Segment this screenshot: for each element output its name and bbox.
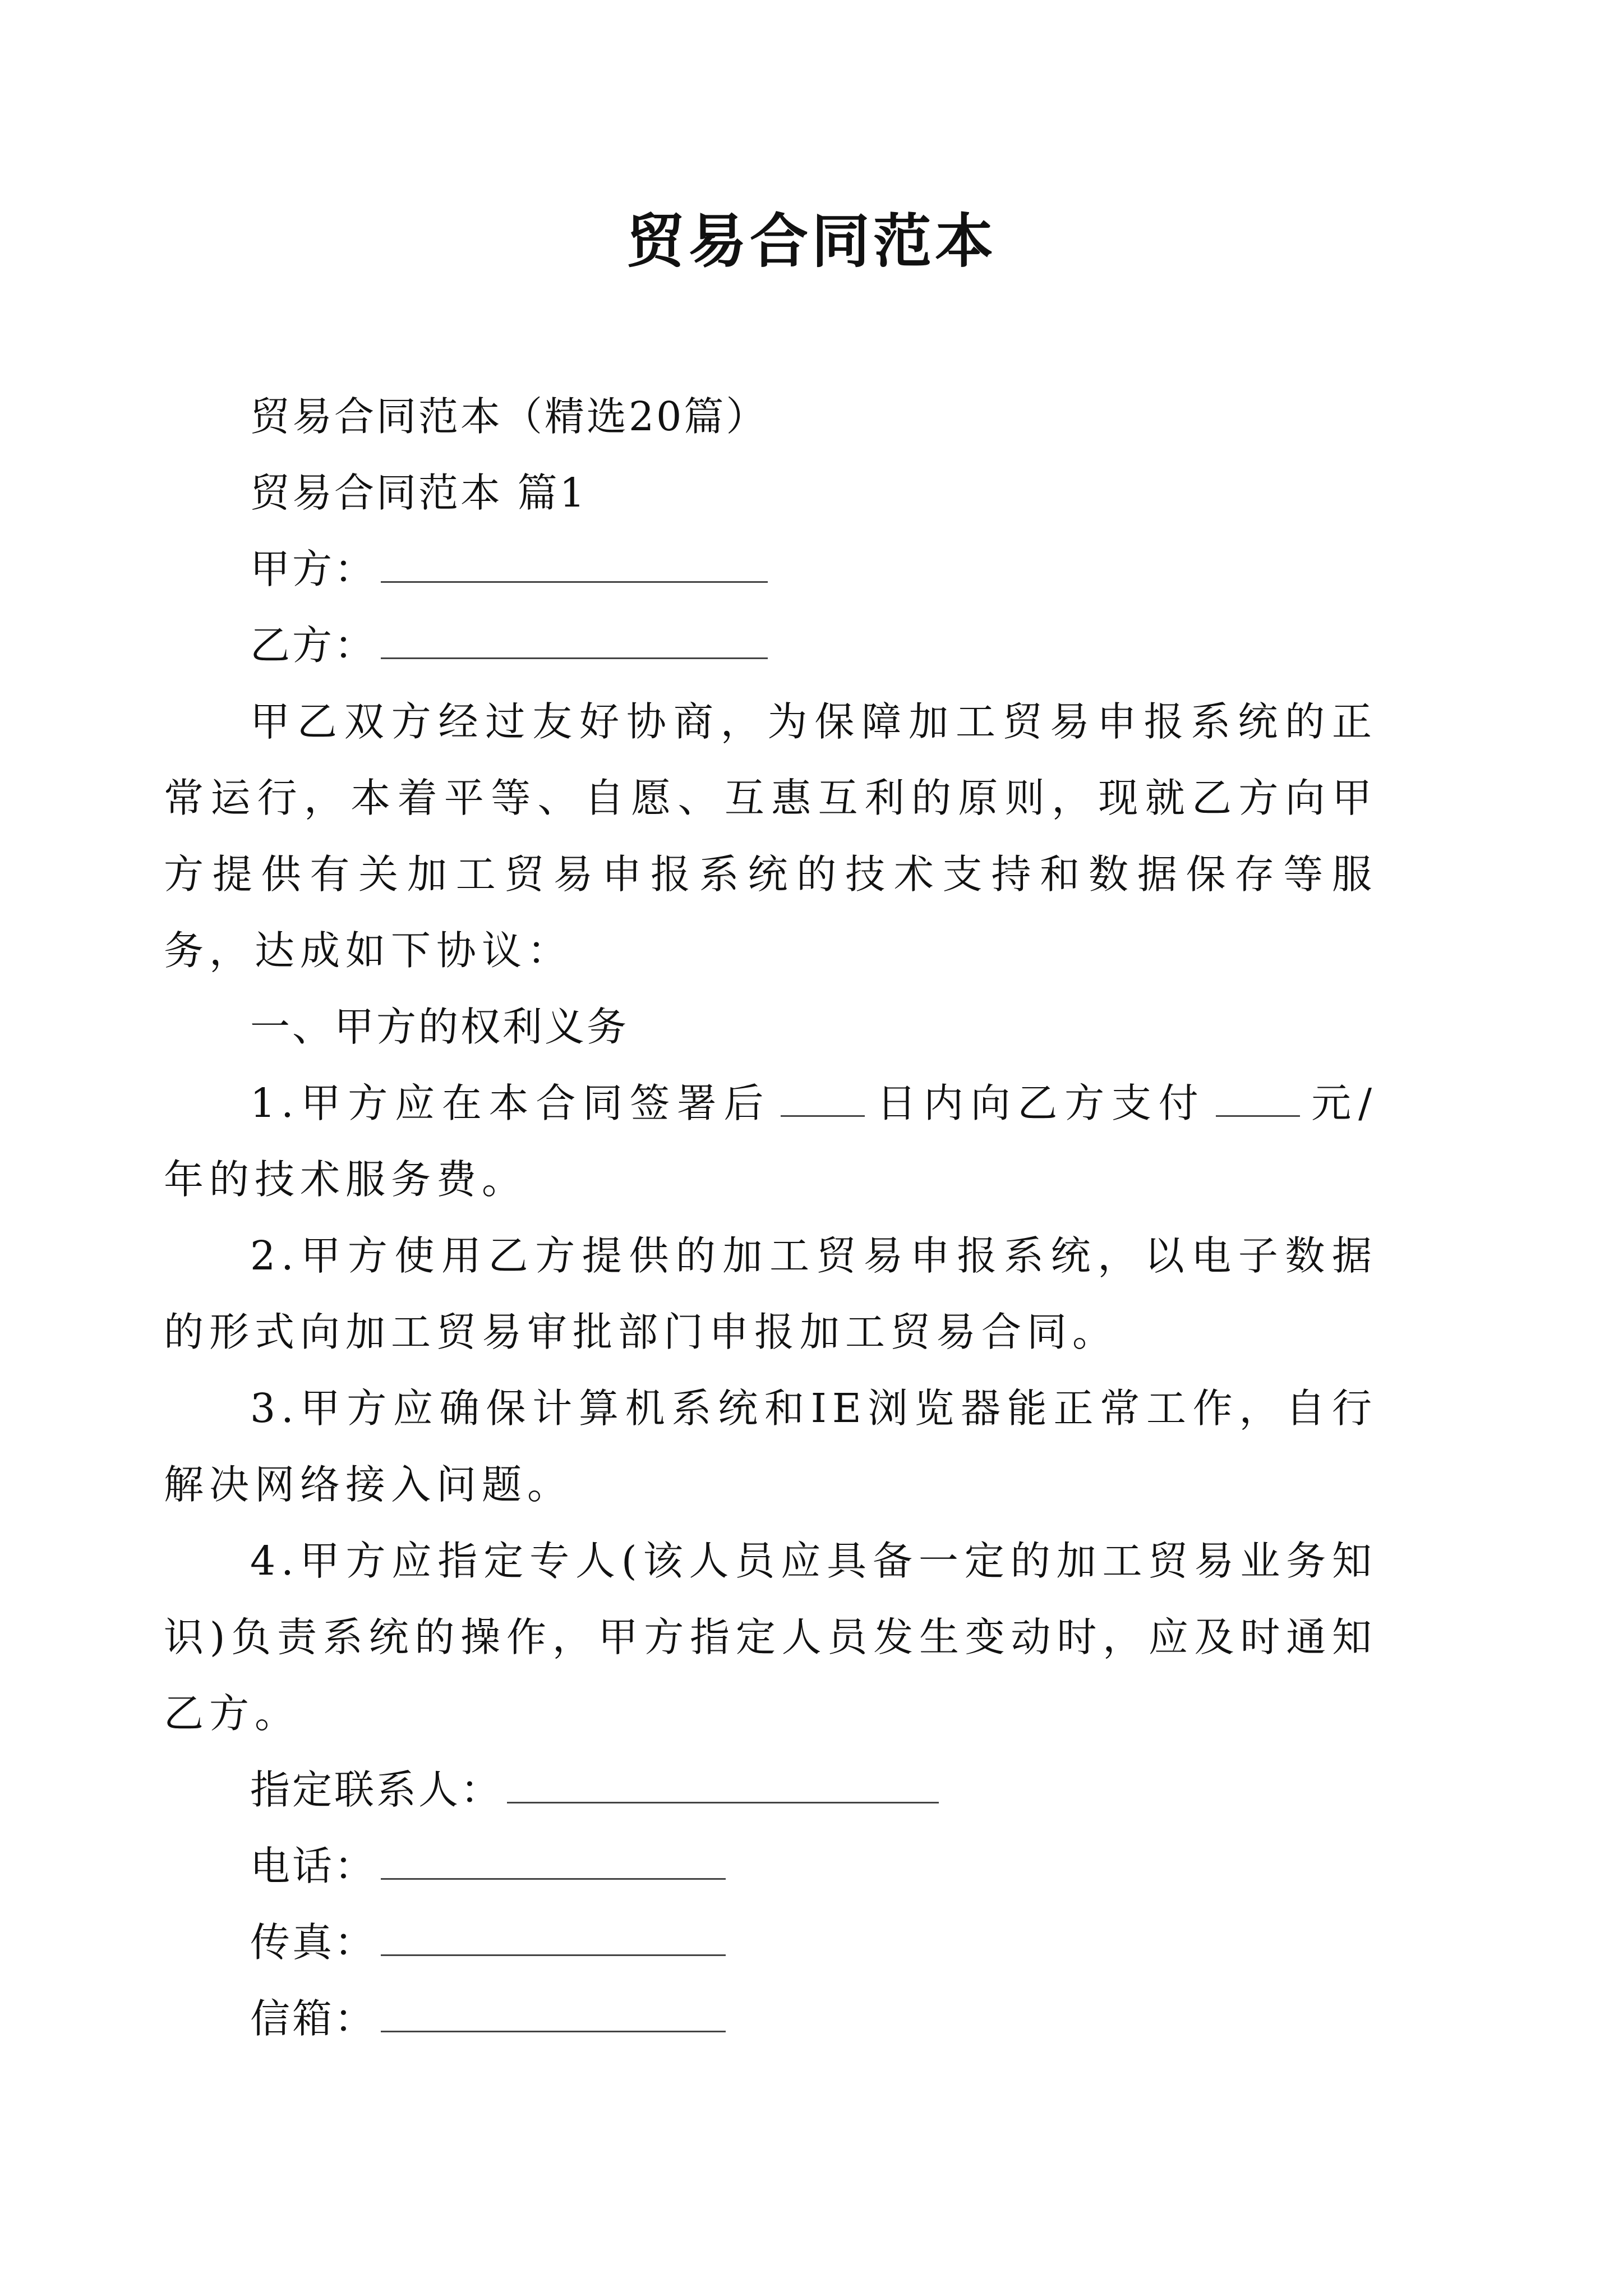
contact-blank: [507, 1791, 939, 1803]
party-a-line: [250, 531, 1377, 608]
document-paragraphs: [164, 684, 1377, 2057]
item-4-paragraph: [164, 1523, 1377, 1752]
party-b-label: 乙方：: [250, 622, 377, 669]
fax-label: 传真：: [250, 1919, 377, 1966]
item-1-paragraph: [164, 1065, 1377, 1218]
party-b-blank: [381, 646, 768, 659]
clause-heading: 一、甲方的权利义务: [250, 1004, 629, 1050]
item-1-part-1: 1.甲方应在本合同签署后: [250, 1080, 771, 1126]
contact-line: [250, 1752, 1377, 1828]
item-1-part-2: 日内向乙方支付: [875, 1080, 1206, 1126]
mailbox-label: 信箱：: [250, 1995, 377, 2042]
phone-line: [250, 1828, 1377, 1904]
intro-text: 甲乙双方经过友好协商，为保障加工贸易申报系统的正常运行，本着平等、自愿、互惠互利的原则，现就乙方向甲方提供有关加工贸易申报系统的技术支持和数据保存等服务，达成如下协议：: [164, 698, 1377, 974]
item-3-text: 3.甲方应确保计算机系统和IE浏览器能正常工作，自行解决网络接入问题。: [164, 1385, 1377, 1508]
party-a-label: 甲方：: [250, 546, 377, 592]
days-blank: [781, 1104, 865, 1117]
item-3-paragraph: [164, 1370, 1377, 1523]
subtitle: 贸易合同范本（精选20篇）: [250, 393, 768, 440]
document-title: 贸易合同范本: [626, 206, 997, 275]
party-b-line: [250, 608, 1377, 684]
fee-blank: [1216, 1104, 1300, 1117]
mailbox-blank: [381, 2019, 726, 2032]
fax-blank: [381, 1943, 726, 1956]
mailbox-line: [250, 1981, 1377, 2057]
phone-blank: [381, 1867, 726, 1880]
item-4-text: 4.甲方应指定专人(该人员应具备一定的加工贸易业务知识)负责系统的操作，甲方指定人员发生变动时，应及时通知乙方。: [164, 1538, 1377, 1737]
contact-label: 指定联系人：: [250, 1766, 503, 1813]
intro-paragraph: [164, 684, 1377, 989]
item-2-paragraph: [164, 1218, 1377, 1370]
item-1-part-3: 元/年的技术服务费。: [164, 1080, 1377, 1203]
item-2-text: 2.甲方使用乙方提供的加工贸易申报系统，以电子数据的形式向加工贸易审批部门申报加工贸易合同。: [164, 1232, 1377, 1355]
fax-line: [250, 1904, 1377, 1981]
party-a-blank: [381, 570, 768, 583]
phone-label: 电话：: [250, 1843, 377, 1889]
document-body: [250, 379, 1377, 684]
section-heading: 贸易合同范本 篇1: [250, 470, 587, 516]
